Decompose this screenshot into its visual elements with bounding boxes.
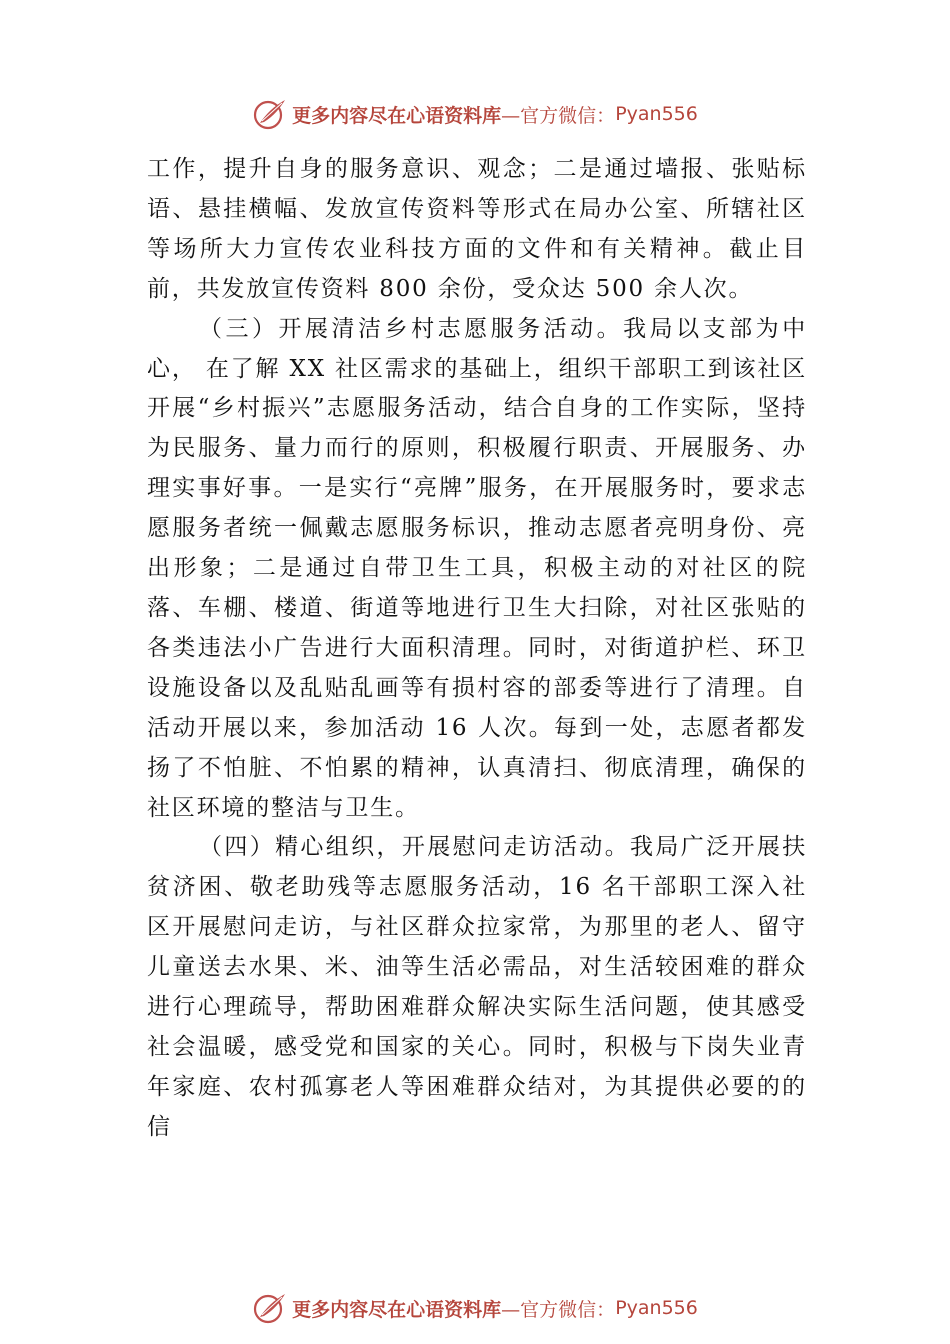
paragraph-1: 工作，提升自身的服务意识、观念；二是通过墙报、张贴标语、悬挂横幅、发放宣传资料等形式在局办公室、所辖社区等场所大力宣传农业科技方面的文件和有关精神。截止目前，共发放宣传资料 800 余份，受众达 500 余人次。: [147, 156, 807, 302]
watermark-sub-text: —官方微信：: [501, 1298, 616, 1321]
document-body: [147, 150, 807, 1148]
watermark-main-text: 更多内容尽在心语资料库: [292, 104, 502, 127]
feather-pen-logo-icon: [252, 96, 288, 132]
paragraph-2: （三）开展清洁乡村志愿服务活动。我局以支部为中心， 在了解 XX 社区需求的基础上，组织干部职工到该社区开展“乡村振兴”志愿服务活动，结合自身的工作实际，坚持为民服务、量力而行的原则，积极履行职责、开展服务、办理实事好事。一是实行“亮牌”服务，在开展服务时，要求志愿服务者统一佩戴志愿服务标识，推动志愿者亮明身份、亮出形象；二是通过自带卫生工具，积极主动的对社区的院落、车棚、楼道、街道等地进行卫生大扫除，对社区张贴的各类违法小广告进行大面积清理。同时，对街道护栏、环卫设施设备以及乱贴乱画等有损村容的部委等进行了清理。自活动开展以来，参加活动 16 人次。每到一处，志愿者都发扬了不怕脏、不怕累的精神，认真清扫、彻底清理，确保的社区环境的整洁与卫生。: [147, 315, 807, 821]
header-watermark: [0, 92, 950, 136]
paragraph-3: （四）精心组织，开展慰问走访活动。我局广泛开展扶贫济困、敬老助残等志愿服务活动，16 名干部职工深入社区开展慰问走访，与社区群众拉家常，为那里的老人、留守儿童送去水果、米、油等生活必需品，对生活较困难的群众进行心理疏导，帮助困难群众解决实际生活问题，使其感受社会温暖，感受党和国家的关心。同时，积极与下岗失业青年家庭、农村孤寡老人等困难群众结对，为其提供必要的的信: [147, 834, 807, 1140]
feather-pen-logo-icon: [252, 1290, 288, 1326]
watermark-wechat-id: Pyan556: [615, 1297, 698, 1319]
watermark-wechat-id: Pyan556: [615, 103, 698, 125]
footer-watermark: [0, 1286, 950, 1330]
watermark-main-text: 更多内容尽在心语资料库: [292, 1298, 502, 1321]
watermark-sub-text: —官方微信：: [501, 104, 616, 127]
